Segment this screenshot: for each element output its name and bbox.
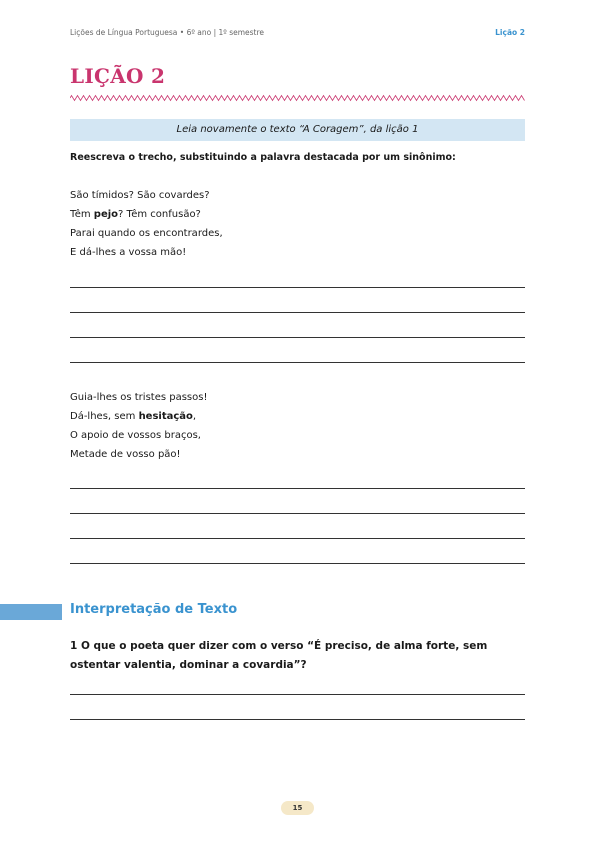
running-header: Lições de Língua Portuguesa • 6º ano | 1º semestre <box>70 28 265 37</box>
highlighted-word: pejo <box>93 209 119 220</box>
answer-line[interactable] <box>70 513 525 514</box>
answer-line[interactable] <box>70 312 525 313</box>
answer-line[interactable] <box>70 337 525 338</box>
poem-stanza-2 <box>70 388 207 464</box>
zigzag-divider <box>70 94 525 102</box>
verse-line: O apoio de vossos braços, <box>70 430 201 441</box>
answer-line[interactable] <box>70 488 525 489</box>
exercise-instruction: Reescreva o trecho, substituindo a palavra destacada por um sinônimo: <box>70 152 456 163</box>
verse-line: Dá-lhes, sem hesitação, <box>70 411 197 422</box>
section-marker <box>0 604 62 620</box>
verse-line: Guia-lhes os tristes passos! <box>70 392 208 403</box>
verse-line: Têm pejo? Têm confusão? <box>70 209 201 220</box>
answer-line[interactable] <box>70 362 525 363</box>
verse-line: São tímidos? São covardes? <box>70 190 210 201</box>
answer-line[interactable] <box>70 694 525 695</box>
answer-line[interactable] <box>70 563 525 564</box>
question-1: 1 O que o poeta quer dizer com o verso “É preciso, de alma forte, sem ostentar valentia, dominar a covardia”? <box>70 640 488 671</box>
page-number: 15 <box>281 801 314 815</box>
verse-line: Parai quando os encontrardes, <box>70 228 223 239</box>
verse-line: E dá-lhes a vossa mão! <box>70 247 187 258</box>
highlighted-word: hesitação <box>138 411 193 422</box>
lesson-label: Lição 2 <box>495 28 525 37</box>
answer-line[interactable] <box>70 287 525 288</box>
verse-line: Metade de vosso pão! <box>70 449 181 460</box>
answer-line[interactable] <box>70 719 525 720</box>
page-title: LIÇÃO 2 <box>70 64 166 88</box>
answer-line[interactable] <box>70 538 525 539</box>
section-title: Interpretação de Texto <box>70 602 238 617</box>
poem-stanza-1 <box>70 186 223 262</box>
instruction-banner: Leia novamente o texto “A Coragem”, da lição 1 <box>70 119 525 141</box>
